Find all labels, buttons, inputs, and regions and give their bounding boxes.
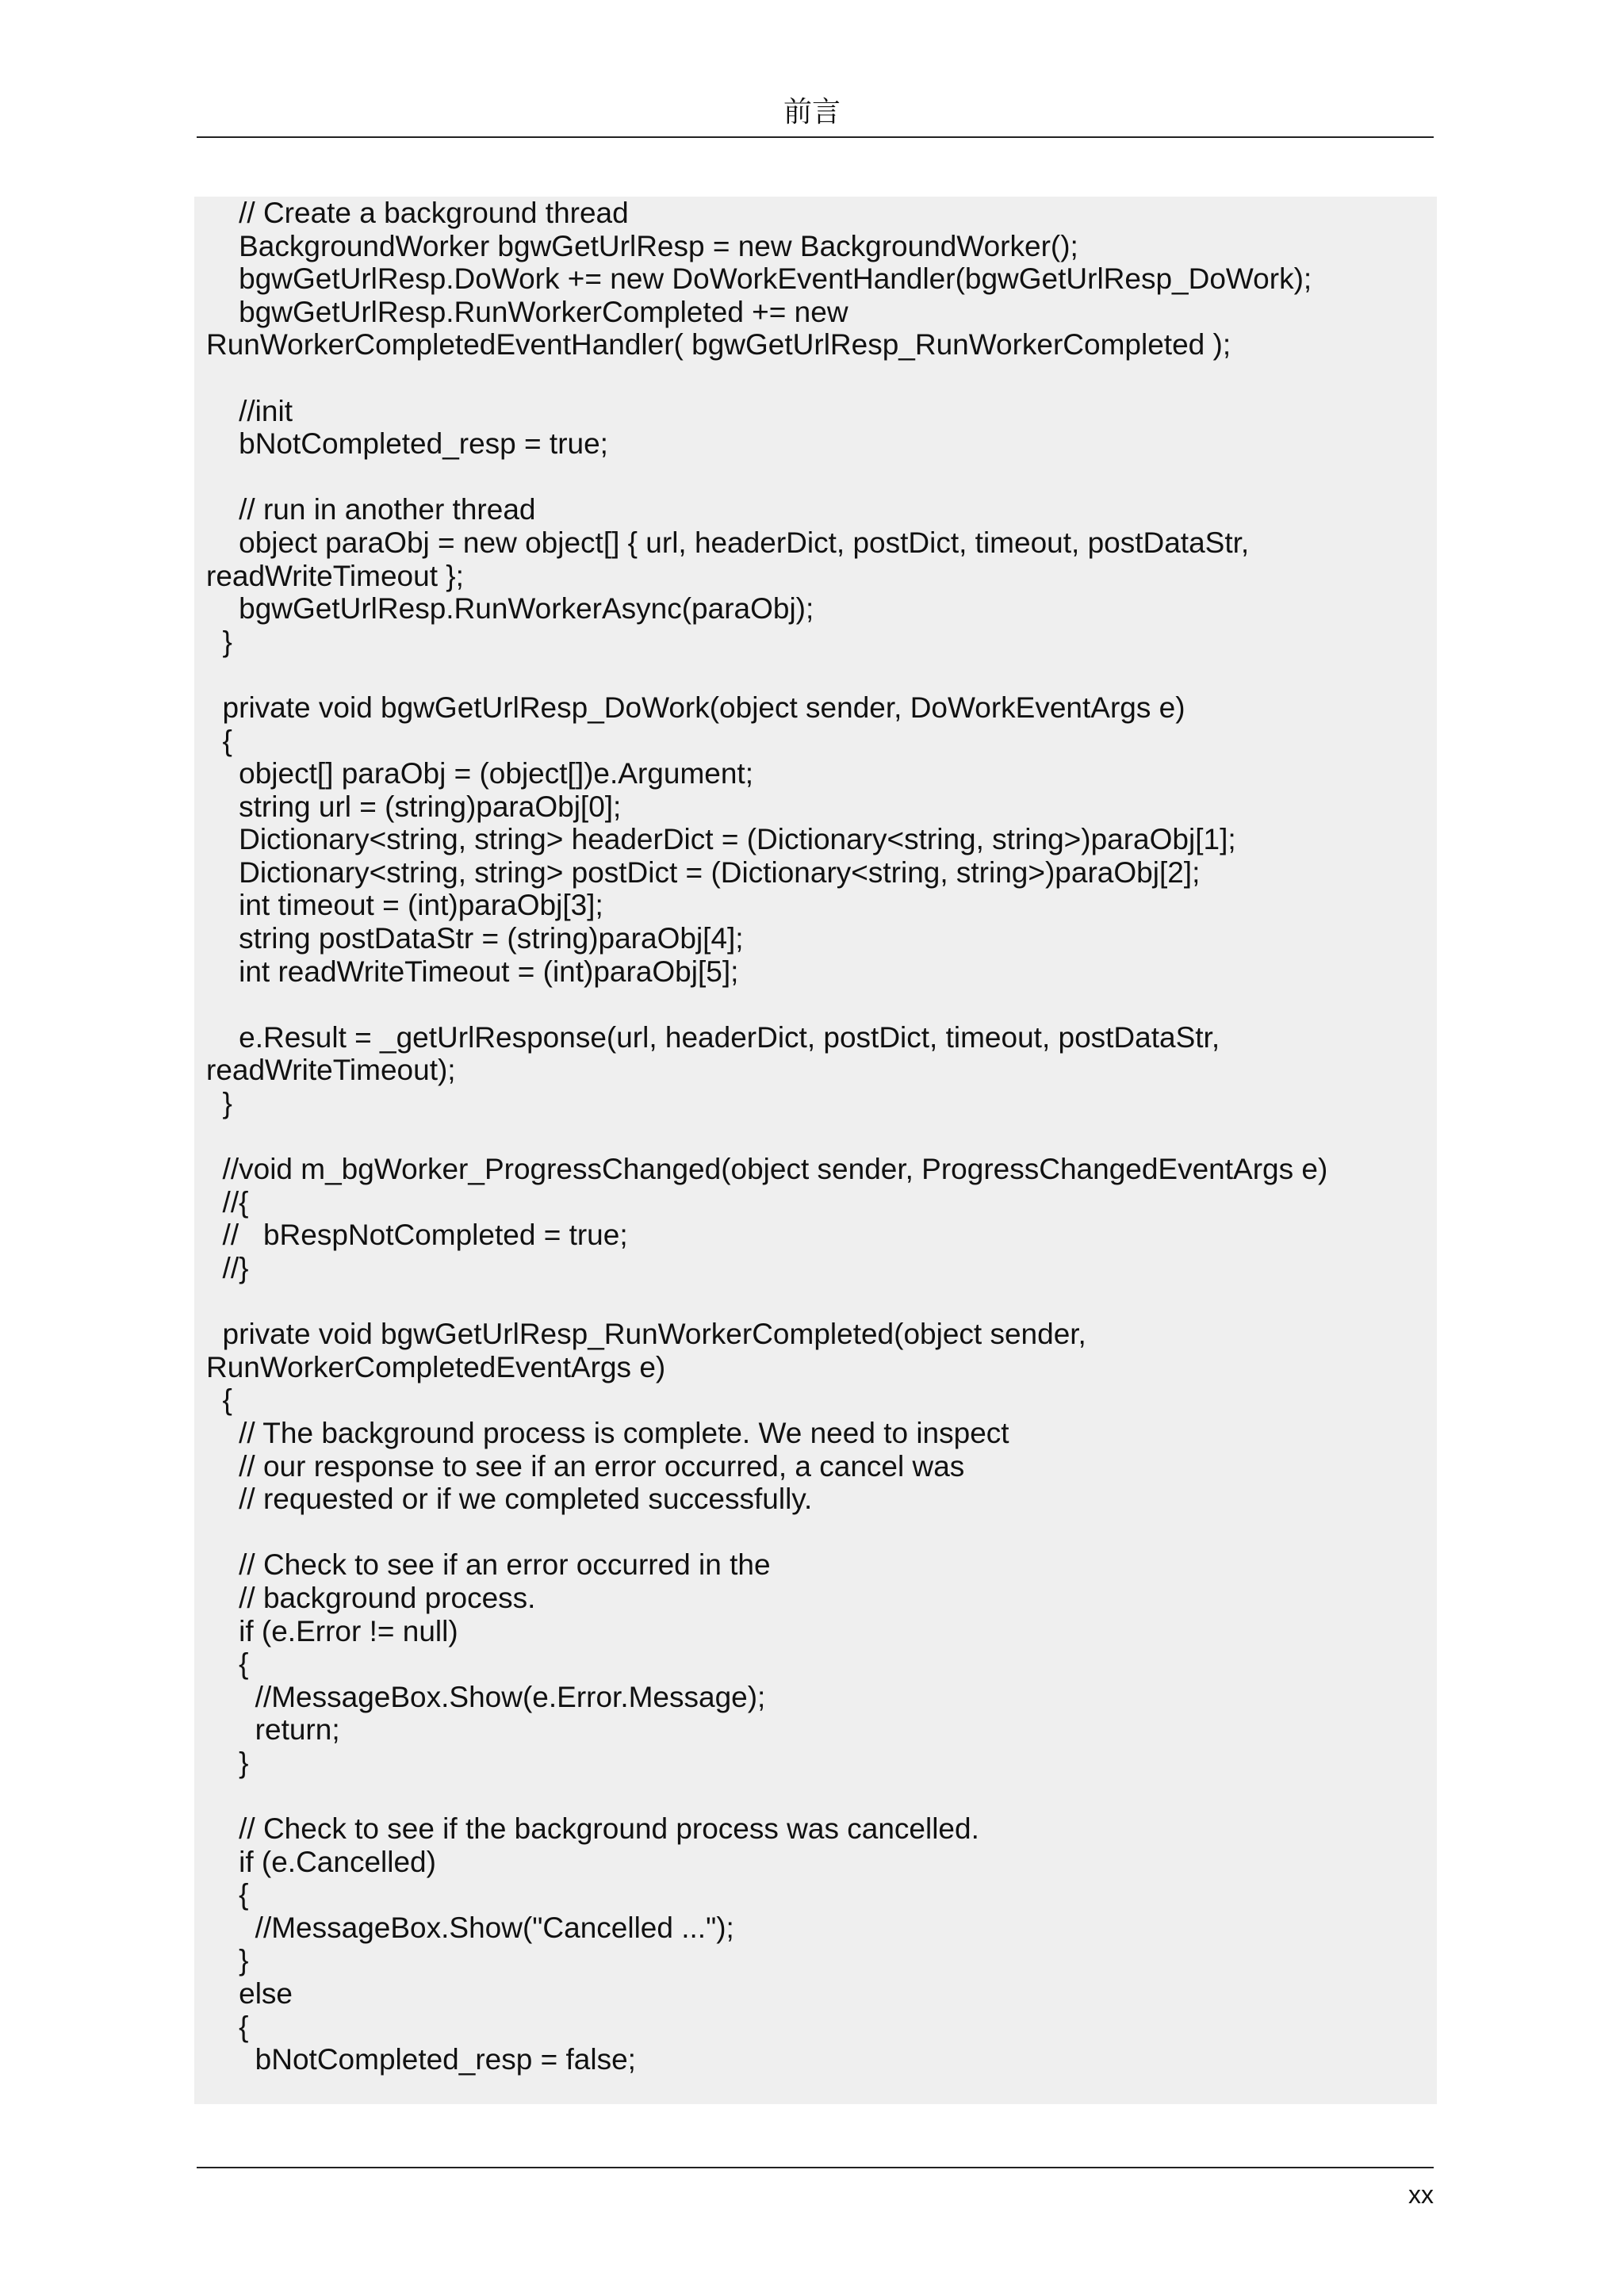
code-line: // run in another thread	[206, 493, 536, 526]
code-line: }	[206, 1944, 249, 1977]
code-line: RunWorkerCompletedEventArgs e)	[206, 1350, 666, 1383]
code-line: // The background process is complete. We need to inspect	[206, 1416, 1009, 1449]
code-line	[206, 461, 1327, 494]
code-line: {	[206, 724, 232, 757]
code-line	[206, 362, 1327, 395]
code-line: {	[206, 2010, 249, 2043]
code-line: object paraObj = new object[] { url, headerDict, postDict, timeout, postDataStr,	[206, 526, 1250, 559]
code-line: BackgroundWorker bgwGetUrlResp = new BackgroundWorker();	[206, 229, 1078, 262]
code-line: }	[206, 1087, 232, 1120]
code-line: bgwGetUrlResp.DoWork += new DoWorkEventHandler(bgwGetUrlResp_DoWork);	[206, 262, 1312, 296]
code-line: // Create a background thread	[206, 197, 629, 229]
code-line: string url = (string)paraObj[0];	[206, 790, 622, 823]
code-line: string postDataStr = (string)paraObj[4];	[206, 922, 744, 955]
code-line	[206, 988, 1327, 1021]
code-line: bgwGetUrlResp.RunWorkerCompleted += new	[206, 295, 848, 328]
code-line: object[] paraObj = (object[])e.Argument;	[206, 757, 753, 790]
code-line: bNotCompleted_resp = false;	[206, 2043, 636, 2076]
code-line: //void m_bgWorker_ProgressChanged(object sender, ProgressChangedEventArgs e)	[206, 1153, 1328, 1186]
code-line: readWriteTimeout);	[206, 1054, 456, 1087]
code-line: private void bgwGetUrlResp_DoWork(object sender, DoWorkEventArgs e)	[206, 691, 1185, 724]
code-line: }	[206, 625, 232, 658]
code-line: // bRespNotCompleted = true;	[206, 1219, 628, 1252]
footer-divider	[197, 2167, 1434, 2168]
code-lines	[206, 197, 1327, 2076]
code-line	[206, 1780, 1327, 1813]
page-number: xx	[1408, 2180, 1434, 2209]
code-line: // Check to see if an error occurred in the	[206, 1548, 771, 1582]
code-line	[206, 1516, 1327, 1549]
code-line: int readWriteTimeout = (int)paraObj[5];	[206, 955, 739, 988]
code-line: bgwGetUrlResp.RunWorkerAsync(paraObj);	[206, 592, 814, 626]
code-line: int timeout = (int)paraObj[3];	[206, 889, 603, 922]
code-line: {	[206, 1383, 232, 1417]
code-line: {	[206, 1878, 249, 1911]
code-line	[206, 1285, 1327, 1318]
code-line: // our response to see if an error occurred, a cancel was	[206, 1449, 965, 1483]
header-divider	[197, 136, 1434, 138]
code-line: //MessageBox.Show(e.Error.Message);	[206, 1680, 766, 1713]
code-line: e.Result = _getUrlResponse(url, headerDict, postDict, timeout, postDataStr,	[206, 1020, 1220, 1054]
code-line: // requested or if we completed successfully.	[206, 1483, 813, 1516]
code-line: //init	[206, 394, 293, 427]
code-line: {	[206, 1647, 249, 1681]
code-line: // background process.	[206, 1581, 536, 1614]
page-header-title: 前言	[783, 96, 841, 128]
code-line: return;	[206, 1713, 340, 1747]
code-line	[206, 658, 1327, 691]
code-line: //{	[206, 1185, 249, 1219]
code-line: private void bgwGetUrlResp_RunWorkerCompleted(object sender,	[206, 1318, 1086, 1351]
code-line: if (e.Cancelled)	[206, 1845, 436, 1878]
code-block	[194, 197, 1437, 2104]
code-line: RunWorkerCompletedEventHandler( bgwGetUrlResp_RunWorkerCompleted );	[206, 328, 1231, 362]
code-line: bNotCompleted_resp = true;	[206, 427, 608, 461]
code-line: readWriteTimeout };	[206, 559, 464, 592]
code-line	[206, 1120, 1327, 1154]
code-line: // Check to see if the background process was cancelled.	[206, 1812, 979, 1846]
code-line: if (e.Error != null)	[206, 1614, 458, 1647]
code-line: }	[206, 1746, 249, 1779]
code-line: Dictionary<string, string> postDict = (Dictionary<string, string>)paraObj[2];	[206, 855, 1201, 889]
code-line: else	[206, 1977, 293, 2011]
code-line: //MessageBox.Show("Cancelled ...");	[206, 1911, 734, 1944]
code-line: Dictionary<string, string> headerDict = (Dictionary<string, string>)paraObj[1];	[206, 823, 1236, 856]
code-line: //}	[206, 1252, 249, 1284]
